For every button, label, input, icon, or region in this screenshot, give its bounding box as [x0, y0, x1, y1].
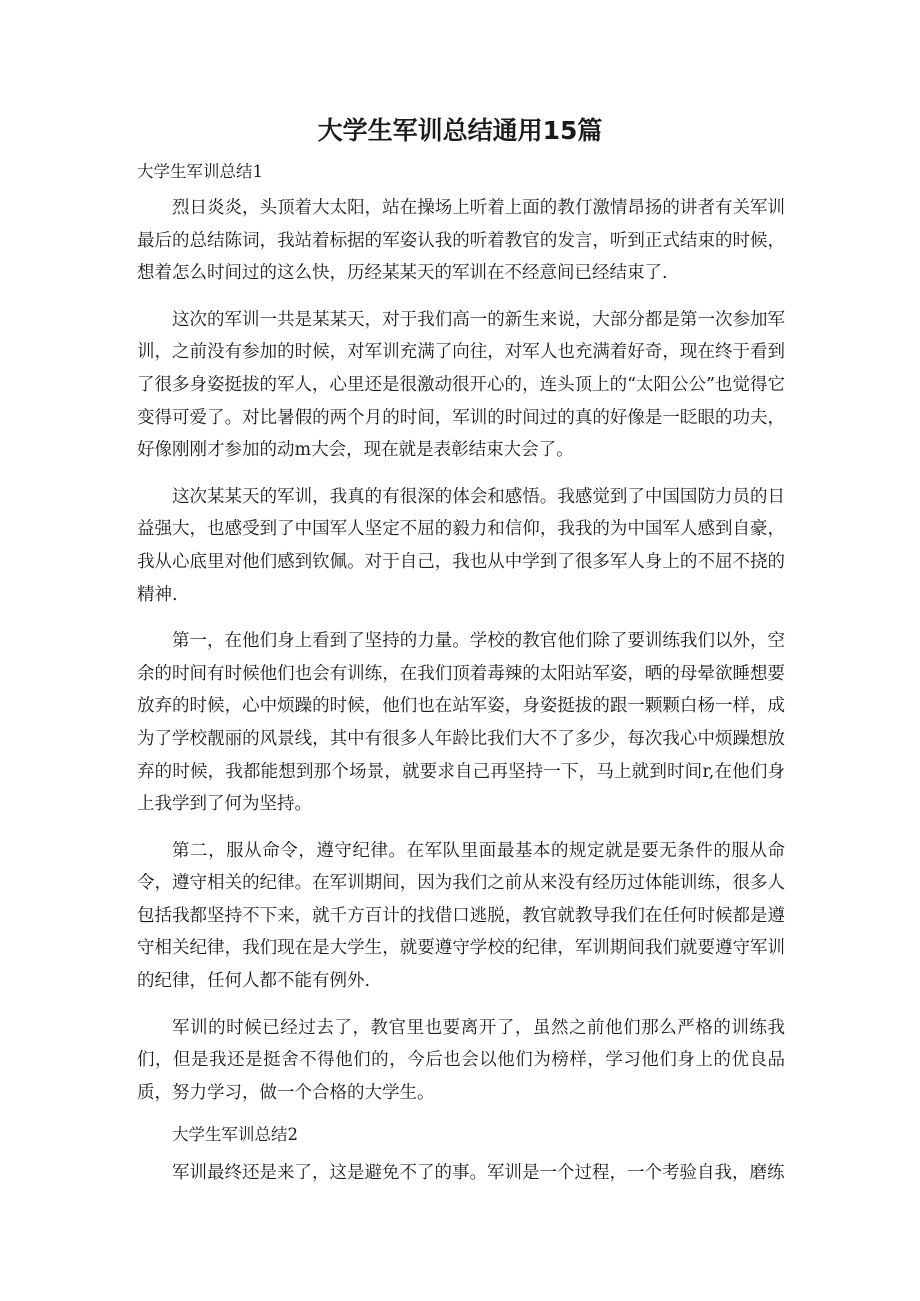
- section-heading-1: 大学生军训总结1: [137, 162, 263, 181]
- paragraph: 第一，在他们身上看到了坚持的力量。学校的教官他们除了要训练我们以外，空余的时间有时候他们也会有训练，在我们顶着毒辣的太阳站军姿，晒的母晕欲睡想要放弃的时候，心中烦躁的时候，他们也在站军姿，身姿挺拔的跟一颗颗白杨一样，成为了学校靓丽的风景线，其中有很多人年龄比我们大不了多少，每次我心中烦躁想放弃的时候，我都能想到那个场景，就要求自己再坚持一下，马上就到时间r,在他们身上我学到了何为坚持。: [137, 631, 785, 815]
- document-title: 大学生军训总结通用15篇: [317, 116, 603, 145]
- paragraph: 军训的时候已经过去了，教官里也要离开了，虽然之前他们那么严格的训练我们，但是我还是挺舍不得他们的，今后也会以他们为榜样，学习他们身上的优良品质，努力学习，做一个合格的大学生。: [137, 1017, 785, 1103]
- paragraph: 烈日炎炎，头顶着大太阳，站在操场上听着上面的教仃激情昂扬的讲者有关军训最后的总结陈词，我站着标据的军姿认我的听着教官的发言，听到正式结束的时候，想着怎么时间过的这么快，历经某某天的军训在不经意间已经结束了.: [137, 198, 785, 284]
- paragraph: 这次的军训一共是某某天，对于我们高一的新生来说，大部分都是第一次参加军训，之前没有参加的时候，对军训充满了向往，对军人也充满着好奇，现在终于看到了很多身姿挺拔的军人，心里还是很激动很开心的，连头顶上的“太阳公公”也觉得它变得可爱了。对比暑假的两个月的时间，军训的时间过的真的好像是一眨眼的功夫，好像刚刚才参加的动m大会，现在就是表彰结束大会了。: [137, 309, 785, 461]
- section-heading-2: 大学生军训总结2: [172, 1125, 298, 1145]
- paragraph: 这次某某天的军训，我真的有很深的体会和感悟。我感觉到了中国国防力员的日益强大，也感受到了中国军人坚定不屈的毅力和信仰，我我的为中国军人感到自豪，我从心底里对他们感到钦佩。对于自己，我也从中学到了很多军人身上的不屈不挠的精神.: [137, 486, 785, 605]
- paragraph: 第二，服从命令，遵守纪律。在军队里面最基本的规定就是要无条件的服从命令，遵守相关的纪律。在军训期间，因为我们之前从来没有经历过体能训练，很多人包括我都坚持不下来，就千方百计的找借口逃脱，教官就教导我们在任何时候都是遵守相关纪律，我们现在是大学生，就要遵守学校的纪律，军训期间我们就要遵守军训的纪律，任何人都不能有例外.: [137, 840, 785, 992]
- paragraph: 军训最终还是来了，这是避免不了的事。军训是一个过程，一个考验自我，磨练: [172, 1163, 785, 1184]
- document-body: [137, 160, 785, 1204]
